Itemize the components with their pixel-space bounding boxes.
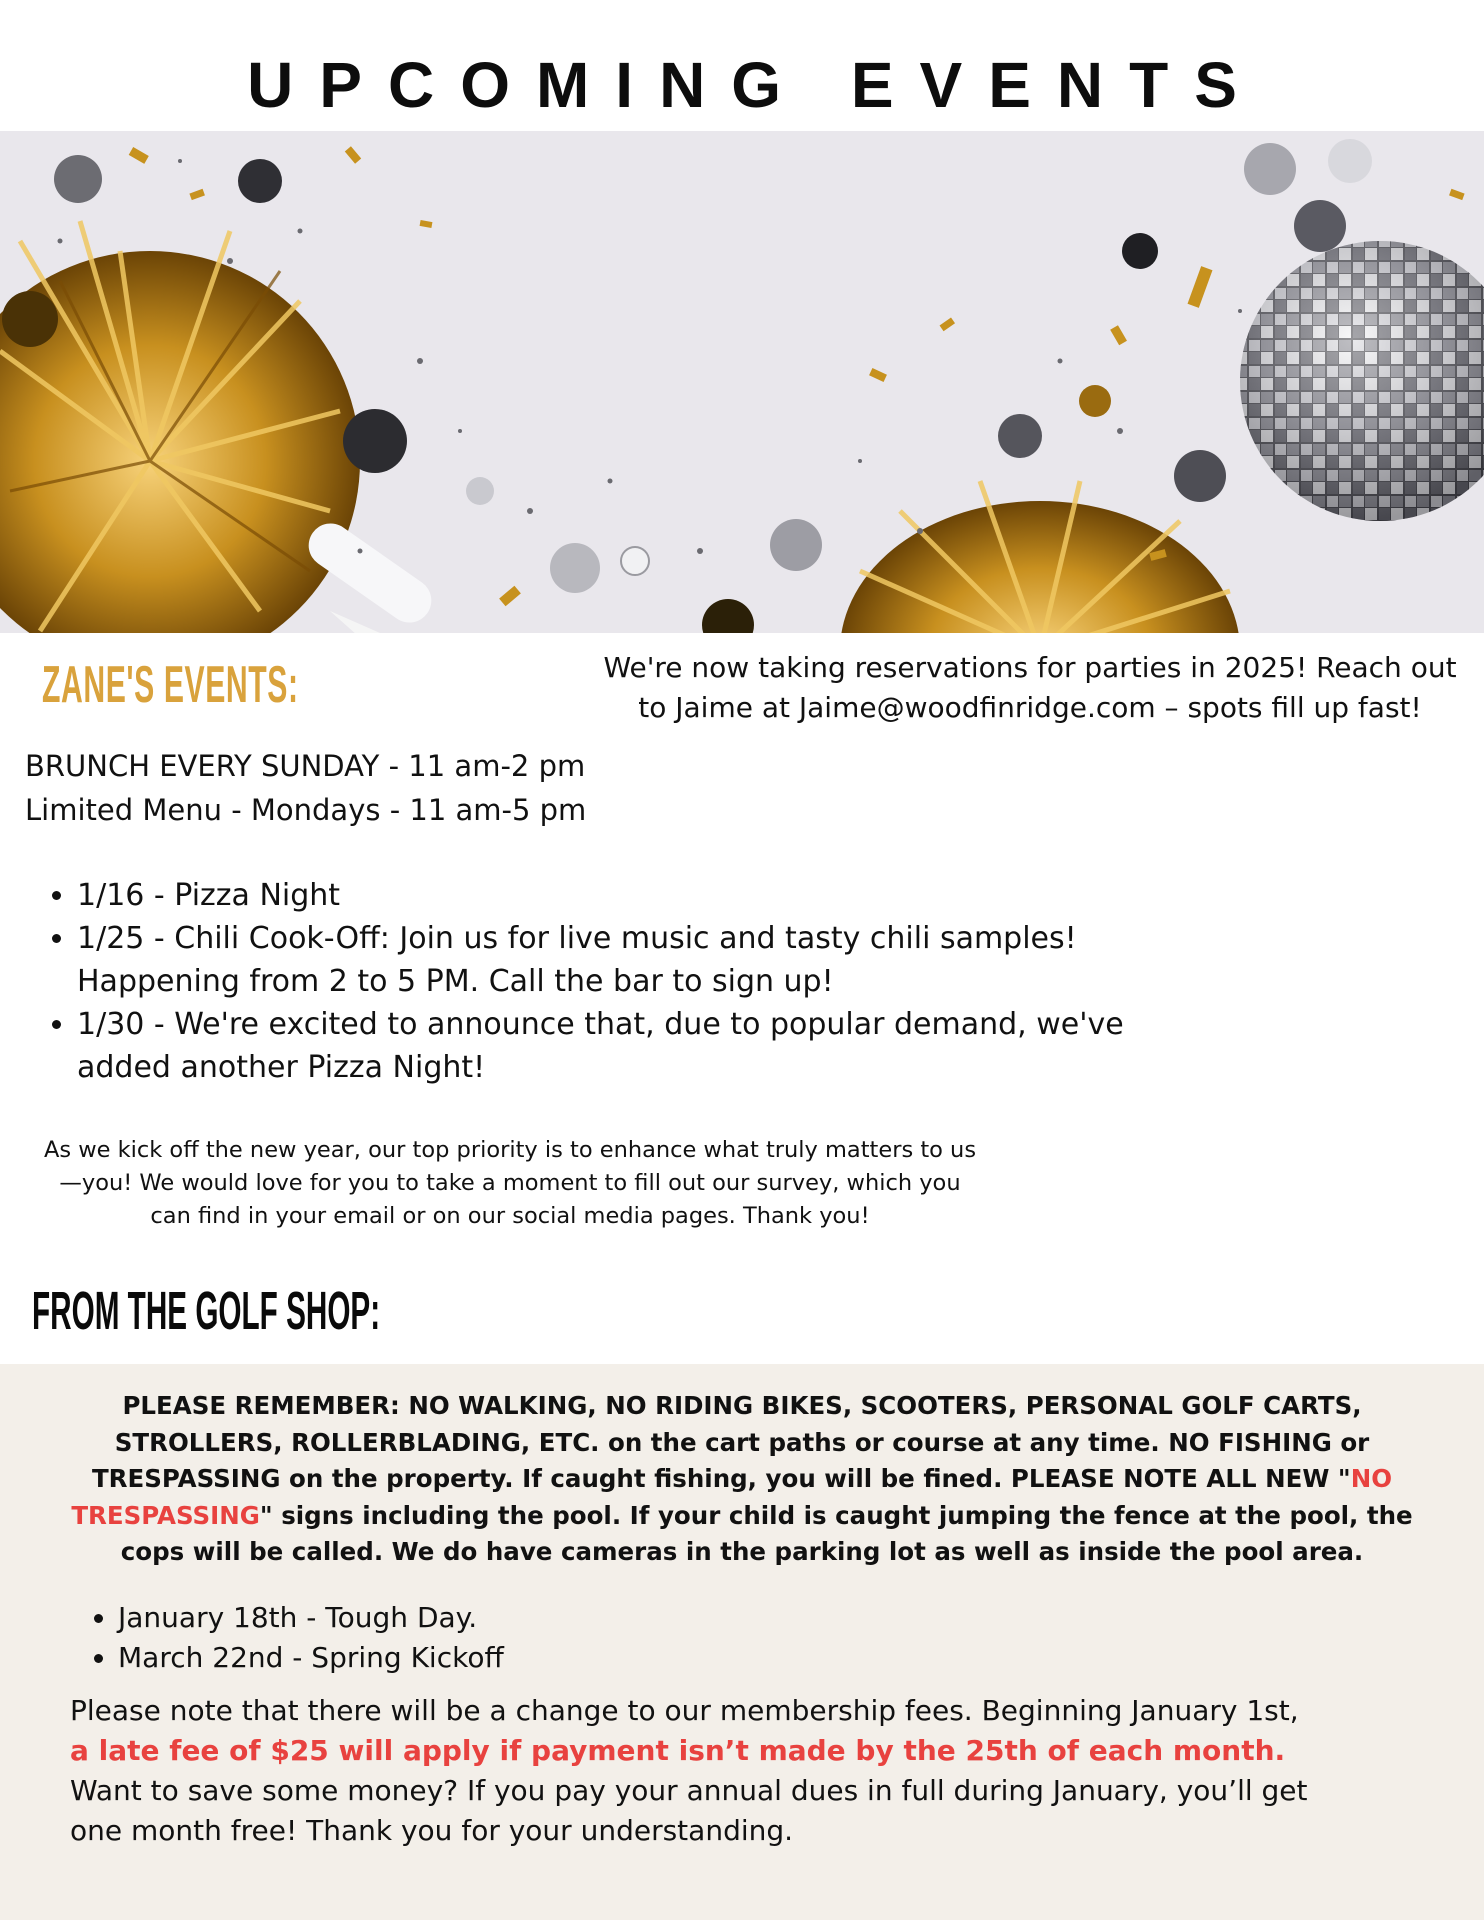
golf-shop-heading: FROM THE GOLF SHOP: [32,1281,381,1341]
limited-menu-hours: Limited Menu - Mondays - 11 am-5 pm [25,793,587,827]
zane-events-list [25,874,1177,1089]
golf-rules-notice [50,1388,1434,1571]
list-item: • 1/25 - Chili Cook-Off: Join us for live music and tasty chili samples! Happening from 2 to 5 PM. Call the bar to sign up! [77,917,1177,1003]
late-fee-highlight: a late fee of $25 will apply if payment isn’t made by the 25th of each month. [70,1734,1286,1767]
confetti-illustration [0,131,1484,633]
reservation-notice: We're now taking reservations for parties in 2025! Reach out to Jaime at Jaime@woodfinridge.com – spots fill up fast! [603,651,1457,724]
list-item: • March 22nd - Spring Kickoff [118,1638,504,1678]
hero-image [0,131,1484,633]
fees-text: Want to save some money? If you pay your annual dues in full during January, you’ll get one month free! Thank you for your understanding. [70,1774,1308,1847]
membership-fees-notice [70,1691,1310,1851]
notice-text: PLEASE REMEMBER: NO WALKING, NO RIDING BIKES, SCOOTERS, PERSONAL GOLF CARTS, STROLLERS, ROLLERBLADING, ETC. on the cart paths or course at any time. NO FISHING or TRESPASSING on the property. If caught fishing, you will be fined. PLEASE NOTE ALL NEW " [91,1391,1370,1493]
zanes-events-heading: ZANE'S EVENTS: [42,656,299,714]
survey-message: As we kick off the new year, our top priority is to enhance what truly matters to us—you! We would love for you to take a moment to fill out our survey, which you can find in your email or on our social media pages. Thank you! [43,1137,977,1229]
list-item: • January 18th - Tough Day. [118,1598,504,1638]
list-item: • 1/30 - We're excited to announce that, due to popular demand, we've added another Pizza Night! [77,1003,1177,1089]
hours-block [25,744,586,832]
brunch-hours: BRUNCH EVERY SUNDAY - 11 am-2 pm [25,749,586,783]
fees-text: Please note that there will be a change to our membership fees. Beginning January 1st, [70,1694,1299,1727]
golf-events-list [66,1598,504,1678]
page-title: UPCOMING EVENTS [247,49,1263,121]
list-item: • 1/16 - Pizza Night [77,874,1177,917]
no-trespassing-highlight: NO TRESPASSING [71,1464,1393,1530]
notice-text: " signs including the pool. If your child is caught jumping the fence at the pool, the cops will be called. We do have cameras in the parking lot as well as inside the pool area. [120,1500,1413,1566]
